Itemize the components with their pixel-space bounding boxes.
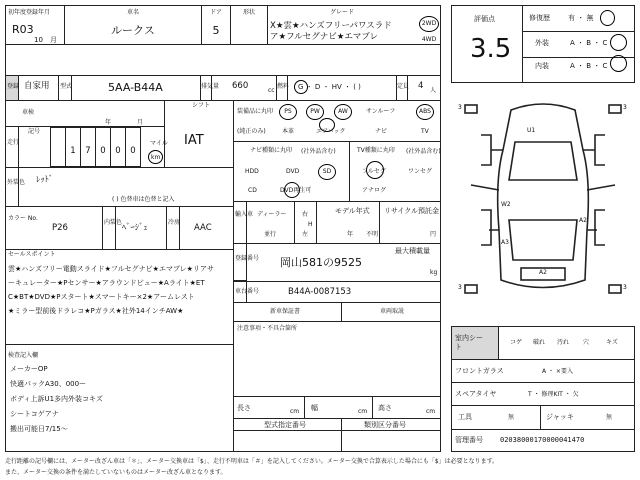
- drive-4wd: 4WD: [421, 36, 437, 43]
- type-number-label: 型式指定番号: [264, 421, 306, 429]
- color-value: ﾚｯﾄﾞ: [36, 175, 54, 185]
- interior-color-label-box: [102, 206, 116, 250]
- recycle-label: リサイクル預託金: [384, 207, 440, 215]
- color-note: ( ) 色替車は色替と記入: [112, 196, 175, 203]
- interior-options: A ・ B ・ C: [570, 62, 608, 70]
- grade-line1: X★雲★ハンズフリーパワスラド: [270, 21, 392, 31]
- interior-sheet-item-4: 穴: [583, 339, 590, 346]
- plate-value: 岡山581の9525: [280, 256, 362, 269]
- fuel-label: 燃料: [277, 83, 290, 90]
- diagram-mark-w2: W2: [501, 201, 511, 208]
- interior-sheet-item-5: キズ: [606, 339, 618, 346]
- navi-sub: (社外品含む): [301, 148, 336, 155]
- ac-label-box: [166, 206, 180, 250]
- interior-sheet-item-1: コゲ: [510, 339, 523, 346]
- sales-point-line-3: C★BT★DVD★Pスタート★スマートキー×2★アームレスト: [8, 293, 195, 301]
- jack-label: ジャッキ: [546, 413, 574, 421]
- chassis-label: 車台番号: [235, 288, 260, 295]
- color-code-label: カラー No.: [8, 215, 38, 222]
- interior-sheet-item-2: 破れ: [533, 339, 546, 346]
- spare-tire-label: スペアタイヤ: [455, 390, 497, 398]
- ac-value: AAC: [194, 223, 212, 233]
- import-parallel: 並行: [264, 231, 277, 238]
- car-outline-icon: [451, 90, 635, 320]
- reg-use-label: 登録: [7, 83, 20, 90]
- navi-dvd-play: DVD再生可: [280, 187, 312, 194]
- svg-text:3: 3: [458, 104, 462, 111]
- interior-color-label: 内装色: [104, 219, 123, 226]
- warranty-new-car: 新車保証書: [270, 308, 301, 315]
- plate-label-box: [233, 243, 247, 281]
- repair-label: 修復歴: [529, 14, 550, 22]
- plate-label: 登録番号: [235, 255, 260, 262]
- dim-width-unit: cm: [358, 408, 368, 415]
- displacement-unit: cc: [268, 87, 275, 94]
- recycle-unit: 円: [430, 231, 437, 238]
- import-label-box: [233, 201, 247, 244]
- dim-height: 高さ: [378, 404, 392, 412]
- shift-value: IAT: [184, 133, 204, 148]
- shift-label: シフト: [192, 102, 211, 109]
- import-right: 右: [302, 211, 309, 218]
- caution-box: [233, 321, 441, 397]
- tools-value: 無: [508, 414, 515, 421]
- mileage-unit-mile: マイル: [150, 140, 168, 147]
- score-value: 3.5: [470, 34, 512, 64]
- inspector-line-1: メーカーOP: [10, 365, 48, 373]
- exterior-options: A ・ B ・ C: [570, 39, 608, 47]
- jack-value: 無: [606, 414, 613, 421]
- shape-label: 形状: [242, 9, 255, 16]
- sales-point-label: セールスポイント: [8, 251, 56, 258]
- navi-hdd: HDD: [245, 168, 259, 175]
- model-year-unknown: 不明: [366, 231, 379, 238]
- diagram-mark-a2: A2: [579, 217, 587, 224]
- displacement-value: 660: [232, 81, 249, 91]
- capacity-value: 4: [418, 81, 424, 91]
- drive-2wd: 2WD: [421, 20, 437, 27]
- repair-options: 有 ・ 無: [568, 14, 594, 22]
- footer-line-1: 走行距離の記号欄には、メーター改ざん車は「＊」、メーター交換車は「$」、走行不明車は「＃」を記入してください。メーター交換で合算表示した場合にも「$」は必要となります。: [5, 458, 499, 465]
- equip-sunroof: サンルーフ: [366, 108, 396, 115]
- capacity-unit: 人: [430, 87, 437, 94]
- model-year-year: 年: [347, 231, 354, 238]
- reg-month-value: 10: [34, 36, 43, 44]
- diagram-mark-a3: A3: [501, 239, 509, 246]
- inspector-line-2: 快適パックA30、000ー: [10, 380, 87, 388]
- tools-label: 工具: [458, 413, 472, 421]
- caution-label: 注意事項・不具合箇所: [237, 325, 298, 332]
- door-label: ドア: [210, 9, 222, 16]
- warranty-box: [233, 302, 441, 322]
- grade-line2: ア★フルセグナビ★エマブレ: [270, 32, 379, 42]
- navi-label: ナビ種類に丸印: [250, 147, 293, 154]
- inspector-line-4: シートコゲアナ: [10, 410, 59, 418]
- tv-fullseg: フルセグ: [362, 168, 386, 175]
- footer-line-2: また、メーター交換の条件を満たしていないものはメーター改ざん車となります。: [5, 469, 227, 476]
- capacity-label: 定員: [397, 83, 410, 90]
- sales-point-line-1: 雲★ハンズフリー電動スライド★フルセグナビ★エマブレ★リアサ: [8, 265, 214, 273]
- equip-aw: AW: [338, 108, 348, 115]
- model-label: 型式: [60, 83, 73, 90]
- tv-label: TV種類に丸印: [357, 147, 395, 154]
- equipment-sub: (純正のみ): [237, 128, 266, 135]
- max-load-unit: kg: [430, 269, 438, 276]
- spare-tire-value: T ・ 修理KIT ・ 欠: [528, 391, 579, 398]
- interior-color-value: ﾍﾞｰｼﾞｭ: [122, 223, 148, 233]
- max-load-label: 最大積載量: [395, 247, 430, 255]
- displacement-label: 排気量: [201, 83, 220, 90]
- score-label: 評価点: [474, 15, 495, 23]
- diagram-mark-u1: U1: [527, 127, 536, 134]
- inspector-line-3: ボディ上訴U1多内外装コキズ: [10, 395, 103, 403]
- dim-width: 幅: [311, 404, 318, 412]
- fuel-g-circle: [294, 80, 308, 94]
- equip-abs: ABS: [419, 108, 431, 115]
- equip-airbag: エアバック: [316, 128, 346, 135]
- color-label: 外装色: [7, 179, 26, 186]
- exterior-c-circle: [610, 34, 627, 51]
- import-dealer: ディーラー: [257, 211, 287, 218]
- interior-c-circle: [610, 55, 627, 72]
- import-handle: H: [308, 221, 313, 228]
- equipment-label: 装備品に丸印: [237, 108, 274, 115]
- inspector-line-5: 搬出可能日7/15〜: [10, 425, 68, 433]
- car-name-label: 車名: [126, 9, 139, 16]
- mileage-unit-km: km: [151, 154, 161, 161]
- inspection-month: 月: [137, 119, 144, 126]
- category-number-label: 類別区分番号: [364, 421, 406, 429]
- model-value: 5AA-B44A: [108, 81, 163, 94]
- svg-text:3: 3: [458, 284, 462, 291]
- equip-navi: ナビ: [375, 128, 388, 135]
- reg-use-value: 自家用: [24, 81, 50, 91]
- reg-year-value: R03: [12, 23, 34, 36]
- navi-sd: SD: [322, 168, 332, 175]
- exterior-label: 外装: [535, 39, 549, 47]
- svg-text:3: 3: [623, 104, 627, 111]
- tv-sub: (社外品含む): [406, 148, 441, 155]
- car-diagram: [451, 90, 635, 320]
- mileage-sub: 記号: [28, 128, 41, 135]
- interior-label: 内装: [535, 62, 549, 70]
- inspection-year: 年: [105, 119, 112, 126]
- import-left: 左: [302, 231, 309, 238]
- import-label: 輸入車: [235, 211, 254, 218]
- color-code-value: P26: [52, 223, 68, 233]
- inspector-label: 検査記入欄: [8, 352, 39, 359]
- tv-oneseg: ワンセグ: [408, 168, 433, 175]
- sales-point-line-4: ★ミラー型前後ドラレコ★Pガラス★社外14インチAW★: [8, 307, 184, 315]
- dim-height-unit: cm: [426, 408, 436, 415]
- reg-year-label: 初年度登録年月: [8, 9, 51, 16]
- equip-ps: PS: [284, 108, 292, 115]
- inspection-label: 車検: [22, 109, 35, 116]
- dim-length-unit: cm: [290, 408, 300, 415]
- front-glass-label: フロントガラス: [455, 367, 504, 375]
- door-value: 5: [212, 24, 220, 37]
- reg-month-unit: 月: [50, 36, 57, 44]
- mileage-label: 走行: [7, 139, 20, 146]
- car-name-value: ルークス: [111, 24, 155, 37]
- warranty-manual: 車両取説: [380, 308, 405, 315]
- chassis-value: B44A-0087153: [288, 287, 352, 297]
- equip-pw: PW: [310, 108, 320, 115]
- diagram-mark-a2-rear: A2: [539, 269, 547, 276]
- interior-sheet-item-3: 汚れ: [557, 339, 570, 346]
- grade-label: グレード: [329, 9, 354, 16]
- navi-dvd: DVD: [286, 168, 300, 175]
- interior-sheet-label: 室内シート: [455, 334, 483, 352]
- sales-point-line-2: ーキュレーター★Pセンサー★アラウンドビュー★Aライト★ET: [8, 279, 205, 287]
- ac-label: 冷房: [168, 219, 181, 226]
- manage-value: 02038000170000041470: [500, 436, 585, 444]
- navi-cd: CD: [248, 187, 257, 194]
- svg-text:3: 3: [623, 284, 627, 291]
- equip-leather: 本革: [282, 128, 295, 135]
- repair-none-circle: [600, 10, 615, 26]
- mileage-label-box: [5, 126, 19, 168]
- manage-label: 管理番号: [455, 436, 483, 444]
- fuel-options: G ・ D ・ HV ・ ( ): [298, 83, 361, 91]
- tv-analog: アナログ: [362, 187, 387, 194]
- color-label-box: [5, 167, 19, 207]
- front-glass-value: A ・ ×要入: [542, 368, 573, 375]
- equip-tv: TV: [421, 128, 429, 135]
- model-year-label: モデル年式: [335, 207, 370, 215]
- dim-length: 長さ: [237, 404, 251, 412]
